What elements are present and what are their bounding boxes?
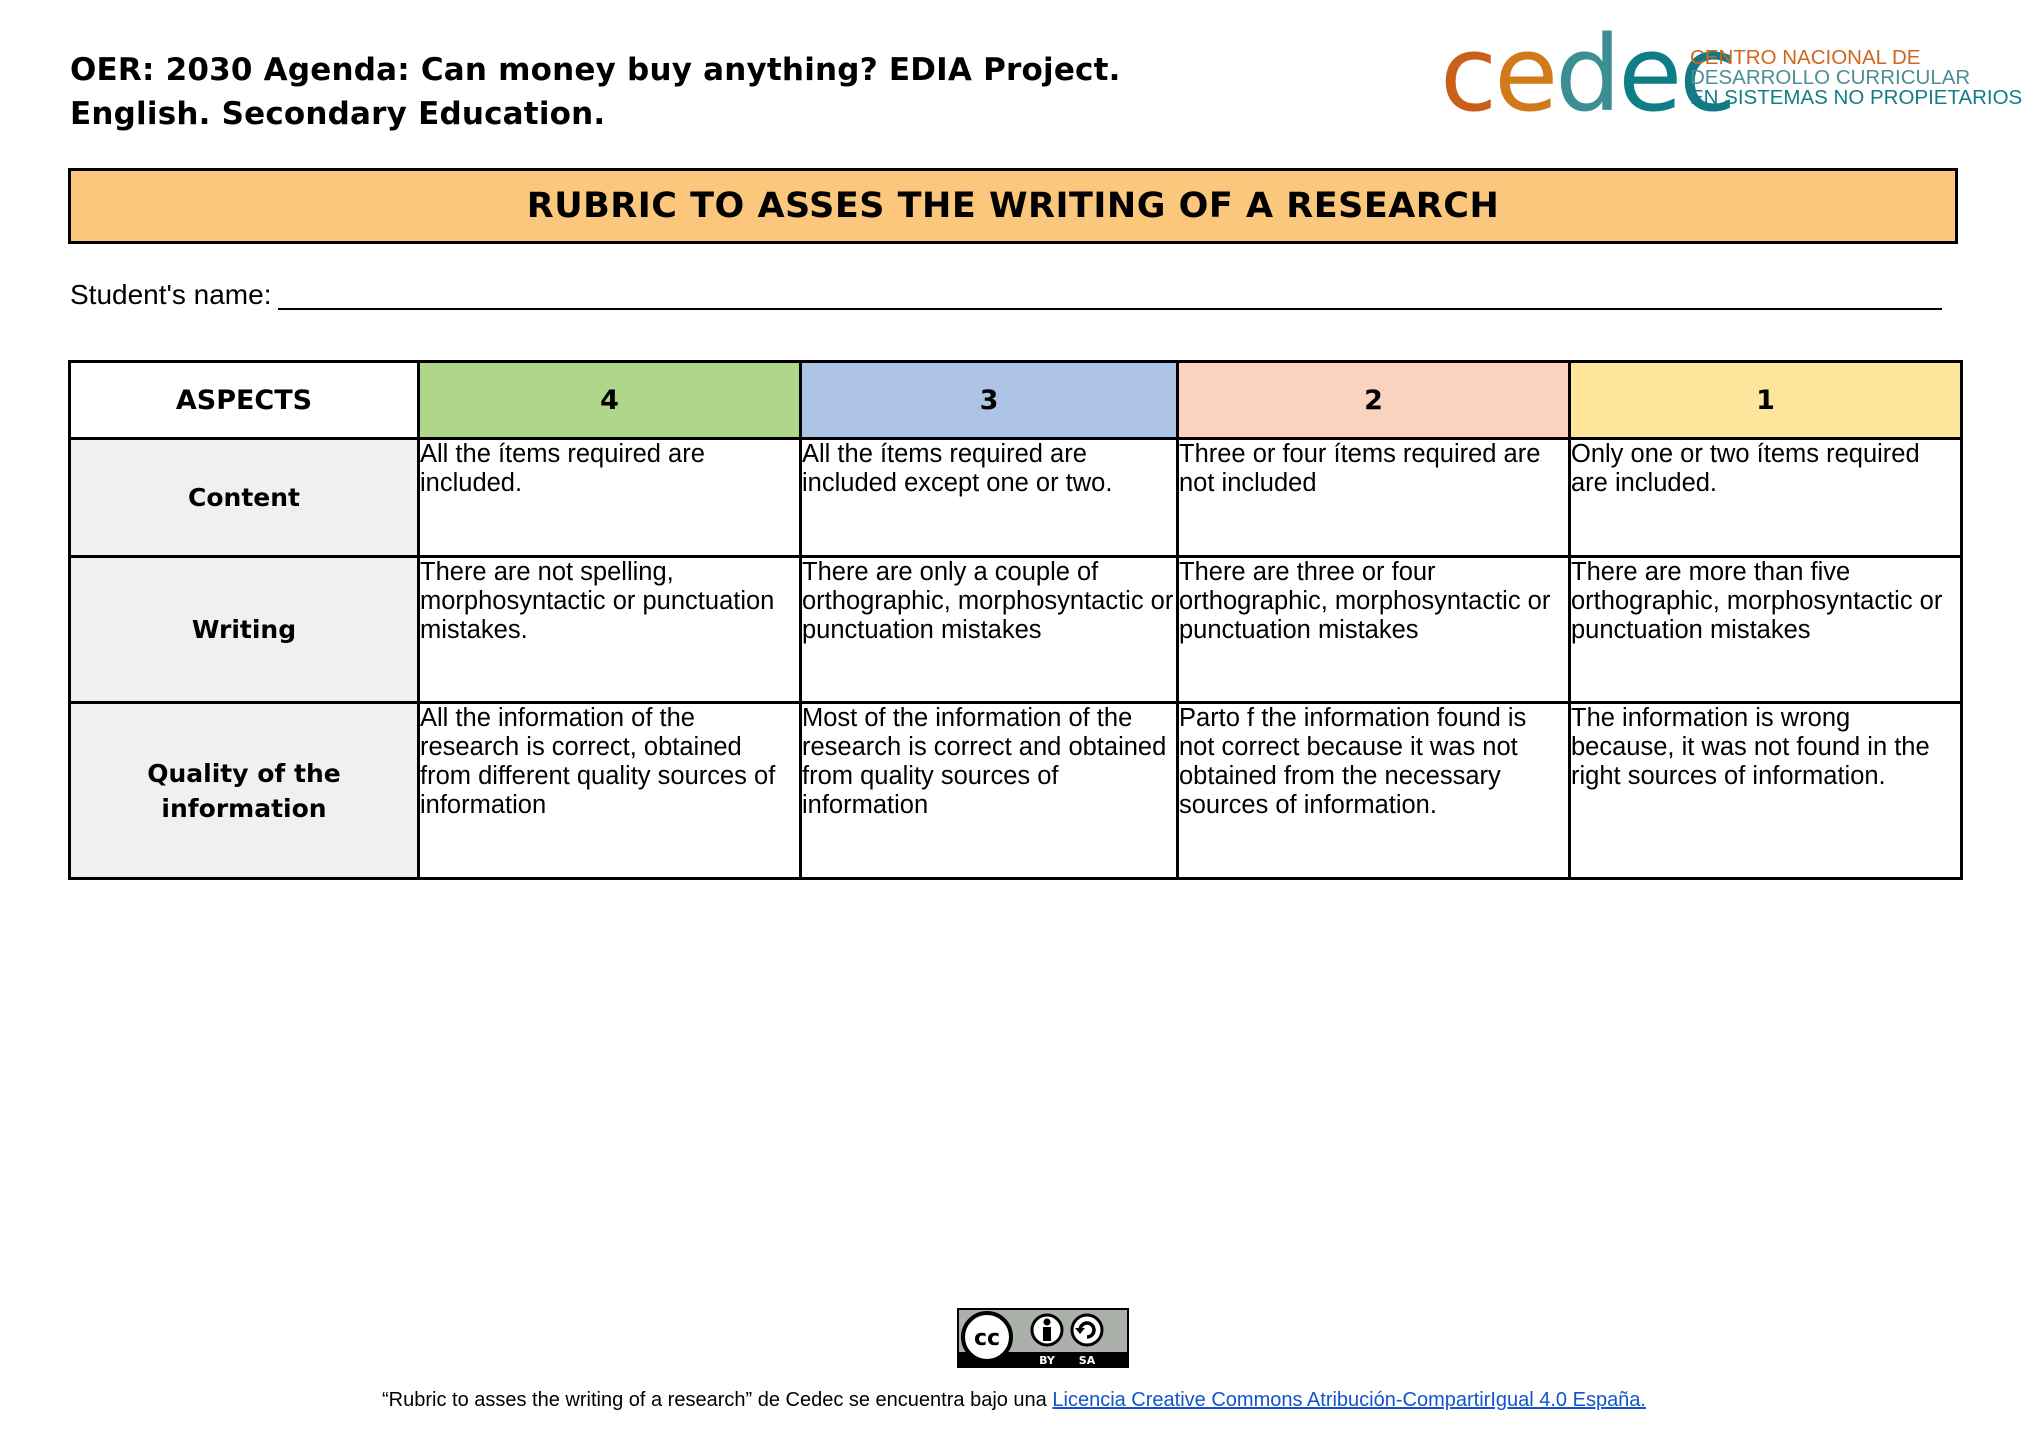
criterion-cell: Most of the information of the research is correct and obtained from quality sources of information: [801, 703, 1178, 879]
sa-icon-label: SA: [1078, 1354, 1096, 1367]
criterion-cell: All the information of the research is correct, obtained from different quality sources of information: [419, 703, 801, 879]
aspect-quality-label: Quality of the information: [147, 758, 341, 823]
criterion-cell: The information is wrong because, it was not found in the right sources of information.: [1570, 703, 1962, 879]
logo-tagline-line-1: CENTRO NACIONAL DE: [1690, 46, 1921, 69]
header-score-3: 3: [801, 362, 1178, 439]
rubric-title: RUBRIC TO ASSES THE WRITING OF A RESEARCH: [526, 186, 1500, 226]
rubric-title-banner: [68, 168, 1958, 244]
logo-tagline-line-2: DESARROLLO CURRICULAR: [1690, 66, 1971, 89]
document-title: [70, 48, 1270, 136]
aspect-content: Content: [70, 439, 419, 557]
criterion-cell: There are not spelling, morphosyntactic or punctuation mistakes.: [419, 557, 801, 703]
header-score-2: 2: [1178, 362, 1570, 439]
cc-by-sa-badge[interactable]: [957, 1308, 1129, 1368]
criterion-cell: There are three or four orthographic, morphosyntactic or punctuation mistakes: [1178, 557, 1570, 703]
logo-tagline-line-3: EN SISTEMAS NO PROPIETARIOS: [1690, 86, 2023, 109]
criterion-cell: Only one or two ítems required are included.: [1570, 439, 1962, 557]
table-row: [70, 439, 1962, 557]
criterion-cell: Parto f the information found is not correct because it was not obtained from the necessary sources of information.: [1178, 703, 1570, 879]
table-row: [70, 557, 1962, 703]
cc-license-icon: [957, 1308, 1129, 1368]
aspect-quality: [70, 703, 419, 879]
cc-icon-label: cc: [973, 1326, 1001, 1351]
rubric-table: [68, 360, 1963, 880]
criterion-cell: There are only a couple of orthographic, morphosyntactic or punctuation mistakes: [801, 557, 1178, 703]
criterion-cell: All the ítems required are included.: [419, 439, 801, 557]
criterion-cell: There are more than five orthographic, morphosyntactic or punctuation mistakes: [1570, 557, 1962, 703]
aspect-writing: Writing: [70, 557, 419, 703]
logo-wordmark: cedec: [1440, 13, 1734, 135]
criterion-cell: Three or four ítems required are not included: [1178, 439, 1570, 557]
license-link[interactable]: Licencia Creative Commons Atribución-CompartirIgual 4.0 España.: [1052, 1389, 1646, 1411]
student-name-line[interactable]: [278, 308, 1942, 310]
license-footer: [0, 1387, 2028, 1413]
header-score-1: 1: [1570, 362, 1962, 439]
table-row: [70, 703, 1962, 879]
logo-tagline: [1690, 48, 2022, 108]
student-name-label: Student's name:: [70, 279, 272, 310]
header-aspects: ASPECTS: [70, 362, 419, 439]
by-icon-label: BY: [1039, 1354, 1055, 1367]
header-score-4: 4: [419, 362, 801, 439]
criterion-cell: All the ítems required are included except one or two.: [801, 439, 1178, 557]
cedec-logo: [1440, 13, 2023, 135]
document-title-line-1: OER: 2030 Agenda: Can money buy anything? EDIA Project.: [70, 52, 1121, 88]
document-title-line-2: English. Secondary Education.: [70, 96, 606, 132]
license-text: “Rubric to asses the writing of a research” de Cedec se encuentra bajo una: [382, 1389, 1053, 1411]
table-header-row: [70, 362, 1962, 439]
